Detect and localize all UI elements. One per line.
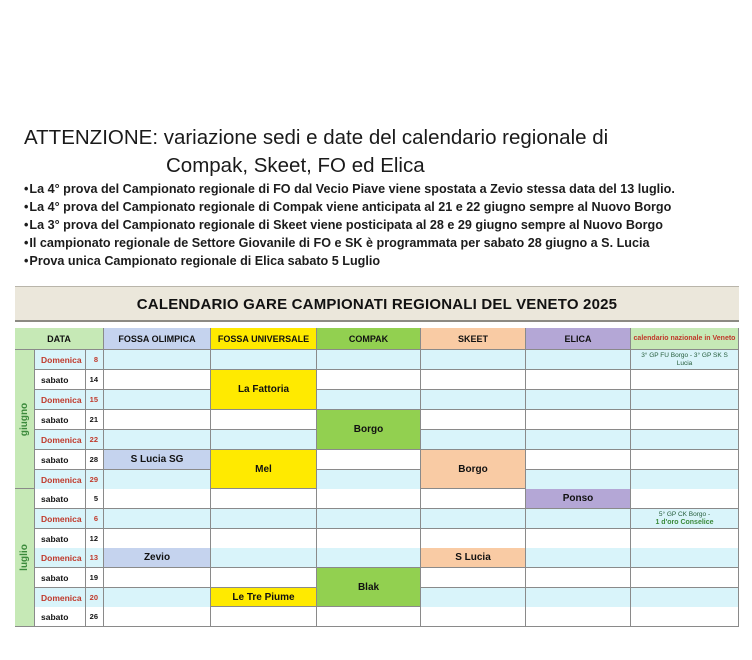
header-compak: COMPAK (317, 328, 421, 350)
event-compak-borgo: Borgo (317, 410, 421, 450)
table-cell (104, 607, 211, 627)
day-number-cell: 29 (86, 470, 104, 490)
table-cell (104, 370, 211, 390)
table-cell (631, 568, 739, 588)
table-cell (104, 509, 211, 529)
day-number-cell: 26 (86, 607, 104, 627)
table-cell (211, 529, 317, 549)
bullet-item: • Prova unica Campionato regionale di Elica sabato 5 Luglio (24, 252, 675, 270)
day-name-cell: sabato (35, 370, 86, 390)
table-cell (317, 529, 421, 549)
table-cell (421, 430, 526, 450)
table-cell (631, 410, 739, 430)
event-skeet-s-lucia: S Lucia (421, 548, 526, 568)
month-july (15, 489, 35, 627)
day-name-cell: Domenica (35, 390, 86, 410)
event-fo-zevio: Zevio (104, 548, 211, 568)
day-number-cell: 5 (86, 489, 104, 509)
event-fu-mel: Mel (211, 450, 317, 489)
table-cell (421, 370, 526, 390)
event-fu-le-tre-piume: Le Tre Piume (211, 588, 317, 607)
day-number-cell: 15 (86, 390, 104, 410)
event-fo-s-lucia-sg: S Lucia SG (104, 450, 211, 470)
table-cell (317, 350, 421, 370)
table-cell (211, 607, 317, 627)
bullet-item: • La 3° prova del Campionato regionale di Skeet viene posticipata al 28 e 29 giugno sempre al Nuovo Borgo (24, 216, 675, 234)
table-cell (631, 450, 739, 470)
table-cell (211, 568, 317, 588)
table-cell (526, 390, 631, 410)
header-fossa-universale: FOSSA UNIVERSALE (211, 328, 317, 350)
day-name-cell: sabato (35, 529, 86, 549)
table-cell (104, 410, 211, 430)
table-cell (526, 588, 631, 608)
table-cell (631, 588, 739, 608)
day-name-cell: Domenica (35, 350, 86, 370)
table-cell (421, 489, 526, 509)
event-fu-la-fattoria: La Fattoria (211, 370, 317, 410)
naz-july-6-line-2: 1 d'oro Conselice (655, 518, 714, 526)
table-cell (526, 548, 631, 568)
day-name-cell: sabato (35, 568, 86, 588)
table-cell (421, 568, 526, 588)
day-name-cell: Domenica (35, 509, 86, 529)
table-cell (631, 370, 739, 390)
header-elica: ELICA (526, 328, 631, 350)
table-cell (526, 450, 631, 470)
day-number-cell: 28 (86, 450, 104, 470)
bullet-item: • La 4° prova del Campionato regionale di FO dal Vecio Piave viene spostata a Zevio stessa data del 13 luglio. (24, 180, 675, 198)
day-number-cell: 20 (86, 588, 104, 608)
table-cell (421, 607, 526, 627)
table-cell (526, 410, 631, 430)
table-cell (211, 350, 317, 370)
table-cell (211, 548, 317, 568)
table-cell (421, 350, 526, 370)
event-skeet-borgo: Borgo (421, 450, 526, 489)
table-cell (104, 350, 211, 370)
table-cell (317, 390, 421, 410)
table-cell (526, 370, 631, 390)
bullet-item: • La 4° prova del Campionato regionale di Compak viene anticipata al 21 e 22 giugno sempre al Nuovo Borgo (24, 198, 675, 216)
month-july-label: luglio (19, 544, 31, 571)
table-cell (104, 470, 211, 490)
table-cell (526, 607, 631, 627)
table-cell (631, 548, 739, 568)
day-name-cell: Domenica (35, 470, 86, 490)
naz-july-6-line-1: 5° GP CK Borgo - (658, 510, 711, 518)
notice-line-1: ATTENZIONE: variazione sedi e date del calendario regionale di (24, 126, 609, 149)
calendar-sheet (15, 286, 739, 627)
table-cell (317, 607, 421, 627)
table-cell (421, 410, 526, 430)
event-elica-ponso: Ponso (526, 489, 631, 509)
table-cell (104, 529, 211, 549)
table-cell (104, 568, 211, 588)
day-name-cell: Domenica (35, 588, 86, 608)
table-cell (317, 548, 421, 568)
header-data: DATA (15, 328, 104, 350)
day-number-cell: 14 (86, 370, 104, 390)
table-cell (421, 588, 526, 608)
table-cell (631, 470, 739, 490)
table-cell (211, 489, 317, 509)
table-cell (631, 390, 739, 410)
calendar-title: CALENDARIO GARE CAMPIONATI REGIONALI DEL VENETO 2025 (15, 286, 739, 322)
notice-bullets (24, 180, 675, 270)
table-cell (104, 430, 211, 450)
day-name-cell: Domenica (35, 430, 86, 450)
header-calendario-nazionale: calendario nazionale in Veneto (631, 328, 739, 350)
day-name-cell: Domenica (35, 548, 86, 568)
table-cell (104, 489, 211, 509)
table-cell (631, 430, 739, 450)
table-cell (211, 410, 317, 430)
bullet-item: • Il campionato regionale de Settore Giovanile di FO e SK è programmata per sabato 28 giugno a S. Lucia (24, 234, 675, 252)
table-cell (317, 489, 421, 509)
day-number-cell: 19 (86, 568, 104, 588)
day-name-cell: sabato (35, 607, 86, 627)
table-cell (526, 509, 631, 529)
table-cell (526, 529, 631, 549)
table-cell (317, 370, 421, 390)
table-cell (317, 450, 421, 470)
table-cell (421, 529, 526, 549)
table-cell (526, 430, 631, 450)
table-cell (104, 588, 211, 608)
header-skeet: SKEET (421, 328, 526, 350)
day-number-cell: 6 (86, 509, 104, 529)
day-name-cell: sabato (35, 489, 86, 509)
table-cell (631, 489, 739, 509)
month-june (15, 350, 35, 489)
day-number-cell: 21 (86, 410, 104, 430)
table-cell (317, 470, 421, 490)
day-name-cell: sabato (35, 410, 86, 430)
table-cell (631, 529, 739, 549)
day-number-cell: 13 (86, 548, 104, 568)
table-cell (104, 390, 211, 410)
header-fossa-olimpica: FOSSA OLIMPICA (104, 328, 211, 350)
day-number-cell: 22 (86, 430, 104, 450)
day-number-cell: 12 (86, 529, 104, 549)
table-cell (211, 430, 317, 450)
table-cell (211, 509, 317, 529)
table-cell (526, 470, 631, 490)
table-cell (421, 509, 526, 529)
event-compak-blak: Blak (317, 568, 421, 607)
table-cell (526, 568, 631, 588)
month-june-label: giugno (19, 402, 31, 436)
notice-heading (24, 124, 608, 180)
event-naz-july-6 (631, 509, 739, 529)
day-name-cell: sabato (35, 450, 86, 470)
event-naz-june-8: 3° GP FU Borgo - 3° GP SK S Lucia (631, 350, 739, 370)
table-cell (631, 607, 739, 627)
notice-line-2: Compak, Skeet, FO ed Elica (166, 154, 425, 177)
table-cell (526, 350, 631, 370)
table-cell (317, 509, 421, 529)
day-number-cell: 8 (86, 350, 104, 370)
table-cell (421, 390, 526, 410)
